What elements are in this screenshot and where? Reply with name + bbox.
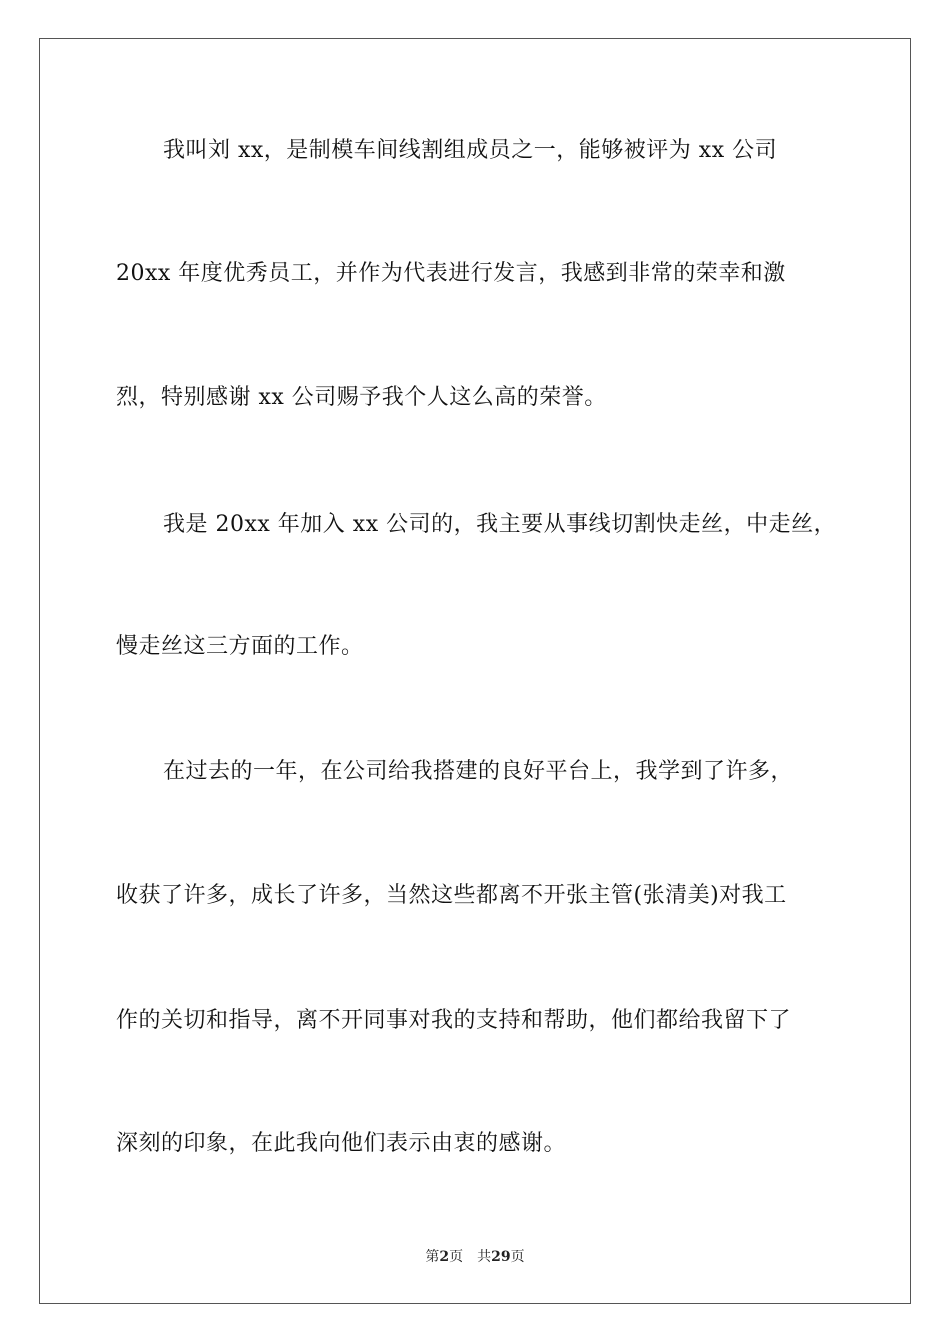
current-page-number: 2 [439, 1249, 450, 1265]
paragraph-2-line-2: 慢走丝这三方面的工作。 [116, 634, 364, 659]
paragraph-1-line-2: 20xx 年度优秀员工，并作为代表进行发言，我感到非常的荣幸和激 [116, 261, 786, 286]
paragraph-3-line-2: 收获了许多，成长了许多，当然这些都离不开张主管(张清美)对我工 [116, 883, 787, 908]
page-suffix: 页 [449, 1249, 464, 1265]
page-prefix: 第 [425, 1249, 440, 1265]
paragraph-2-line-1: 我是 20xx 年加入 xx 公司的，我主要从事线切割快走丝，中走丝， [163, 512, 837, 537]
paragraph-3-line-3: 作的关切和指导，离不开同事对我的支持和帮助，他们都给我留下了 [116, 1008, 792, 1033]
page-footer [0, 1247, 950, 1267]
total-prefix: 共 [477, 1249, 492, 1265]
page-border [39, 38, 911, 1304]
total-suffix: 页 [510, 1249, 525, 1265]
paragraph-1-line-1: 我叫刘 xx，是制模车间线割组成员之一，能够被评为 xx 公司 [163, 138, 778, 163]
paragraph-3-line-4: 深刻的印象，在此我向他们表示由衷的感谢。 [116, 1131, 567, 1156]
paragraph-3-line-1: 在过去的一年，在公司给我搭建的良好平台上，我学到了许多， [163, 759, 794, 784]
paragraph-1-line-3: 烈，特别感谢 xx 公司赐予我个人这么高的荣誉。 [116, 385, 607, 410]
total-pages-number: 29 [491, 1249, 511, 1265]
